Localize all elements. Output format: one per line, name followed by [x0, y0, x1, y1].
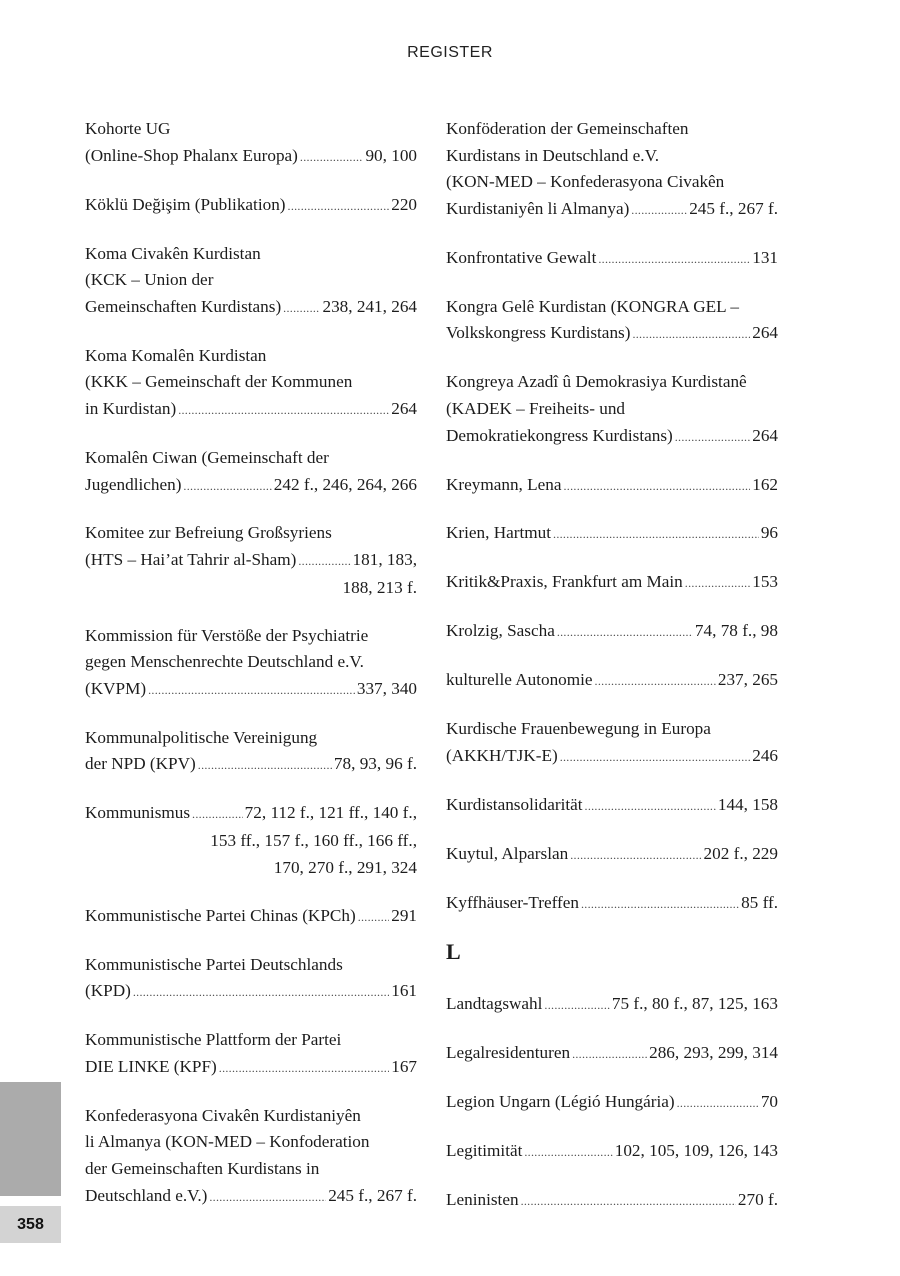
entry-leader-line [446, 196, 778, 224]
dot-leader [133, 978, 389, 1006]
dot-leader [521, 1187, 736, 1215]
entry-leader-line [446, 890, 778, 918]
page-references: 264 [752, 425, 778, 445]
entry-line: (KADEK – Freiheits- und [446, 398, 626, 418]
dot-leader [553, 520, 759, 548]
dot-leader [358, 903, 390, 931]
index-entry [446, 116, 778, 223]
dot-leader [283, 294, 320, 322]
entry-term: Konfrontative Gewalt [446, 247, 597, 267]
page-references: 90, 100 [365, 145, 417, 165]
index-entry [446, 1040, 778, 1068]
dot-leader [219, 1054, 389, 1082]
page-number: 358 [0, 1206, 61, 1243]
entry-term: Kyffhäuser-Treffen [446, 892, 579, 912]
running-header: REGISTER [407, 44, 493, 61]
entry-line: Kurdische Frauenbewegung in Europa [446, 719, 711, 739]
entry-leader-line [85, 903, 417, 931]
entry-line: der Gemeinschaften Kurdistans in [85, 1158, 320, 1178]
entry-term: Kreymann, Lena [446, 474, 562, 494]
entry-term: Legalresidenturen [446, 1042, 571, 1062]
entry-term: Krien, Hartmut [446, 523, 552, 543]
entry-line: Konfederasyona Civakên Kurdistaniyên [85, 1105, 361, 1125]
index-entry [85, 343, 417, 424]
page-references: 153 [752, 572, 778, 592]
entry-term: in Kurdistan) [85, 398, 177, 418]
entry-leader-line [85, 472, 417, 500]
page-references: 75 f., 80 f., 87, 125, 163 [611, 993, 778, 1013]
entry-line: Kommission für Verstöße der Psychiatrie [85, 625, 369, 645]
page-references: 102, 105, 109, 126, 143 [614, 1140, 778, 1160]
index-column-left [85, 116, 417, 1231]
entry-term: Leninisten [446, 1189, 519, 1209]
dot-leader [298, 547, 350, 575]
entry-line: li Almanya (KON-MED – Konfoderation [85, 1132, 370, 1152]
index-entry [446, 1187, 778, 1215]
dot-leader [300, 143, 364, 171]
page-references: 246 [752, 746, 778, 766]
page-references: 74, 78 f., 98 [694, 621, 778, 641]
entry-term: Gemeinschaften Kurdistans) [85, 296, 282, 316]
entry-term: Kommunismus [85, 803, 191, 823]
index-entry [446, 890, 778, 918]
entry-term: Volkskongress Kurdistans) [446, 323, 631, 343]
page-references: 70 [760, 1091, 778, 1111]
page-references: 72, 112 f., 121 ff., 140 f., [244, 803, 417, 823]
index-entry [446, 792, 778, 820]
entry-term: (KPD) [85, 981, 131, 1001]
page-references: 264 [752, 323, 778, 343]
entry-leader-line [446, 1187, 778, 1215]
dot-leader [557, 618, 693, 646]
page-references: 220 [391, 194, 417, 214]
page-references: 245 f., 267 f. [689, 198, 778, 218]
index-entry [85, 192, 417, 220]
index-entry [446, 369, 778, 450]
entry-leader-line [446, 792, 778, 820]
dot-leader [675, 423, 750, 451]
entry-line: Komalên Ciwan (Gemeinschaft der [85, 447, 329, 467]
page-references: 202 f., 229 [703, 843, 778, 863]
entry-line: Kurdistans in Deutschland e.V. [446, 145, 660, 165]
index-entry [446, 716, 778, 770]
index-entry [85, 725, 417, 779]
page-references: 131 [752, 247, 778, 267]
entry-term: Deutschland e.V.) [85, 1185, 208, 1205]
page-references: 237, 265 [717, 670, 778, 690]
dot-leader [595, 667, 716, 695]
index-entry [85, 952, 417, 1006]
index-column-right [446, 116, 778, 1236]
index-entry [446, 1089, 778, 1117]
entry-line: Kommunistische Partei Deutschlands [85, 954, 343, 974]
entry-term: Kuytul, Alparslan [446, 843, 569, 863]
dot-leader [183, 472, 271, 500]
dot-leader [581, 890, 739, 918]
entry-leader-line [446, 520, 778, 548]
page-references: 245 f., 267 f. [328, 1185, 417, 1205]
dot-leader [198, 751, 332, 779]
index-entry [446, 472, 778, 500]
entry-line: gegen Menschenrechte Deutschland e.V. [85, 652, 364, 672]
index-group-l [446, 991, 778, 1215]
page-references: 144, 158 [717, 795, 778, 814]
entry-leader-line [85, 1183, 417, 1211]
dot-leader [572, 1040, 647, 1068]
entry-leader-line [446, 1089, 778, 1117]
index-entry [85, 241, 417, 322]
entry-line: Kommunalpolitische Vereinigung [85, 727, 318, 747]
entry-leader-line [85, 676, 417, 704]
dot-leader [631, 196, 687, 224]
entry-leader-line [85, 1054, 417, 1082]
index-entry [446, 1138, 778, 1166]
index-entry [446, 569, 778, 597]
page-references: 162 [752, 474, 778, 494]
page-references: 181, 183, [352, 550, 417, 570]
entry-line: Kongreya Azadî û Demokrasiya Kurdistanê [446, 372, 747, 392]
index-entry [446, 667, 778, 695]
entry-leader-line [85, 294, 417, 322]
entry-line: Kommunistische Plattform der Partei [85, 1030, 342, 1050]
entry-leader-line [446, 320, 778, 348]
entry-leader-line [446, 841, 778, 869]
index-entry [85, 445, 417, 499]
entry-term: Krolzig, Sascha [446, 621, 555, 641]
page-references: 161 [391, 981, 417, 1001]
entry-term: Legitimität [446, 1140, 523, 1160]
entry-term: Jugendlichen) [85, 474, 182, 494]
dot-leader [288, 192, 390, 220]
entry-leader-line [446, 472, 778, 500]
dot-leader [209, 1183, 326, 1211]
entry-leader-line [85, 751, 417, 779]
index-entry [85, 623, 417, 704]
index-group-k [446, 116, 778, 918]
page-references: 78, 93, 96 f. [333, 754, 417, 774]
index-entry [85, 1103, 417, 1210]
page-references: 167 [391, 1056, 417, 1076]
index-entry [446, 841, 778, 869]
entry-leader-line [446, 743, 778, 771]
index-entry [446, 618, 778, 646]
dot-leader [148, 676, 355, 704]
entry-line: Kongra Gelê Kurdistan (KONGRA GEL – [446, 296, 739, 316]
entry-leader-line [446, 569, 778, 597]
entry-leader-line [446, 423, 778, 451]
entry-leader-line [446, 667, 778, 695]
entry-leader-line [85, 800, 417, 828]
index-entry [446, 245, 778, 273]
entry-term: Kommunistische Partei Chinas (KPCh) [85, 905, 356, 925]
entry-leader-line [446, 618, 778, 646]
index-entry [446, 294, 778, 348]
index-entry [85, 116, 417, 170]
entry-term: (Online-Shop Phalanx Europa) [85, 145, 298, 165]
dot-leader [632, 320, 750, 348]
entry-line: Konföderation der Gemeinschaften [446, 119, 689, 138]
entry-term: Kurdistansolidarität [446, 795, 583, 814]
entry-leader-line [85, 192, 417, 220]
entry-term: (HTS – Hai’at Tahrir al-Sham) [85, 550, 297, 570]
dot-leader [570, 841, 701, 869]
index-entry [446, 520, 778, 548]
dot-leader [544, 991, 609, 1019]
entry-leader-line [446, 991, 778, 1019]
entry-leader-line [85, 143, 417, 171]
page-references-continued: 170, 270 f., 291, 324 [273, 857, 417, 877]
index-entry [446, 991, 778, 1019]
dot-leader [685, 569, 750, 597]
entry-term: Landtagswahl [446, 993, 543, 1013]
entry-leader-line [85, 978, 417, 1006]
dot-leader [564, 472, 751, 500]
dot-leader [560, 743, 751, 771]
page-references-continued: 153 ff., 157 f., 160 ff., 166 ff., [210, 831, 417, 850]
entry-term: Kurdistaniyên li Almanya) [446, 198, 630, 218]
entry-term: (AKKH/TJK-E) [446, 746, 558, 766]
entry-line: (KON-MED – Konfederasyona Civakên [446, 172, 725, 192]
page-references-continued: 188, 213 f. [342, 577, 417, 597]
entry-term: (KVPM) [85, 678, 147, 698]
entry-term: Köklü Değişim (Publikation) [85, 194, 286, 214]
page-references: 286, 293, 299, 314 [649, 1042, 778, 1062]
dot-leader [677, 1089, 759, 1117]
entry-leader-line [446, 245, 778, 273]
entry-line: (KCK – Union der [85, 270, 214, 290]
entry-leader-line [85, 547, 417, 575]
entry-term: Legion Ungarn (Légió Hungária) [446, 1091, 675, 1111]
dot-leader [192, 800, 243, 828]
entry-leader-line [446, 1040, 778, 1068]
page-references: 242 f., 246, 264, 266 [273, 474, 417, 494]
dot-leader [178, 396, 389, 424]
index-entry [85, 903, 417, 931]
page-references: 85 ff. [741, 892, 778, 912]
entry-line: Koma Komalên Kurdistan [85, 345, 267, 365]
page-references: 96 [760, 523, 778, 543]
entry-leader-line [446, 1138, 778, 1166]
thumb-index-tab [0, 1082, 61, 1196]
page-references: 291 [391, 905, 417, 925]
section-letter: L [446, 938, 461, 964]
entry-line: Koma Civakên Kurdistan [85, 243, 261, 263]
dot-leader [524, 1138, 612, 1166]
entry-term: Demokratiekongress Kurdistans) [446, 425, 673, 445]
page-references: 337, 340 [356, 678, 417, 698]
index-entry [85, 800, 417, 881]
page-references: 270 f. [737, 1189, 778, 1209]
dot-leader [598, 245, 750, 273]
index-entry [85, 1027, 417, 1081]
entry-term: DIE LINKE (KPF) [85, 1056, 217, 1076]
entry-term: der NPD (KPV) [85, 754, 196, 774]
entry-line: Kohorte UG [85, 119, 171, 138]
entry-term: Kritik&Praxis, Frankfurt am Main [446, 572, 683, 592]
entry-term: kulturelle Autonomie [446, 670, 593, 690]
entry-line: Komitee zur Befreiung Großsyriens [85, 523, 332, 543]
page-references: 238, 241, 264 [322, 296, 417, 316]
index-entry [85, 520, 417, 601]
entry-line: (KKK – Gemeinschaft der Kommunen [85, 372, 353, 392]
entry-leader-line [85, 396, 417, 424]
dot-leader [585, 792, 716, 820]
page-references: 264 [391, 398, 417, 418]
